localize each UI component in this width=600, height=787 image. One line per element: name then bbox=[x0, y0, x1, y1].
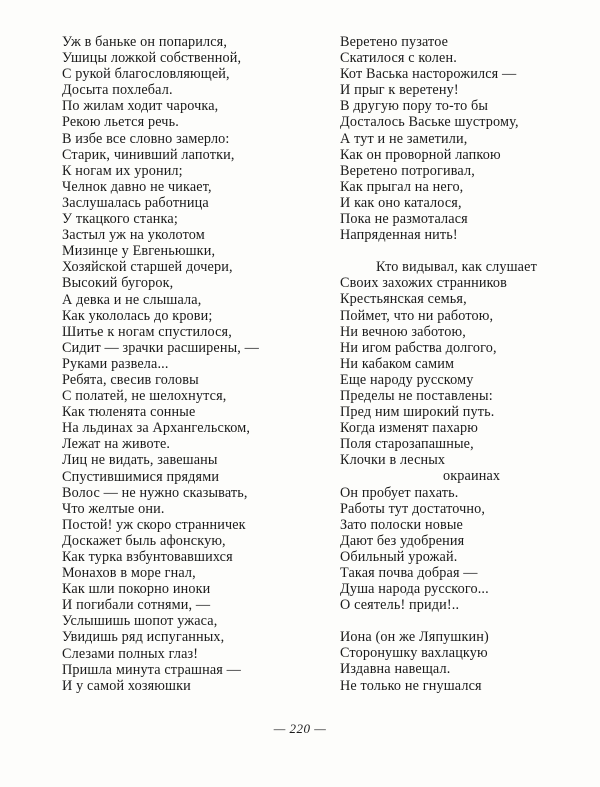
verse-line: Работы тут достаточно, bbox=[340, 500, 486, 517]
verse-line: Пока не размоталася bbox=[340, 211, 468, 228]
verse-line: Он пробует пахать. bbox=[340, 484, 459, 501]
verse-line: Ни кабаком самим bbox=[340, 355, 455, 372]
verse-line: Издавна навещал. bbox=[340, 661, 451, 678]
verse-line: Своих захожих странников bbox=[340, 275, 508, 292]
verse-line: Шитье к ногам спустилося, bbox=[62, 323, 232, 340]
verse-line: И как оно каталося, bbox=[340, 194, 462, 211]
verse-line: Застыл уж на уколотом bbox=[62, 227, 205, 244]
verse-line: В избе все словно замерло: bbox=[62, 130, 230, 147]
verse-line: Спустившимися прядями bbox=[62, 468, 220, 485]
verse-line: Ни игом рабства долгого, bbox=[340, 339, 497, 356]
verse-line: Как укололась до крови; bbox=[62, 307, 213, 324]
verse-line: Уж в баньке он попарился, bbox=[62, 34, 228, 50]
verse-line: Сидит — зрачки расширены, — bbox=[62, 339, 259, 356]
verse-line: Крестьянская семья, bbox=[340, 291, 467, 308]
verse-line: Как турка взбунтовавшихся bbox=[62, 549, 233, 565]
verse-line: Сторонушку вахлацкую bbox=[340, 645, 488, 662]
verse-line: Обильный урожай. bbox=[340, 548, 458, 565]
verse-line: Веретено потрогивал, bbox=[340, 162, 475, 179]
verse-line: С полатей, не шелохнутся, bbox=[62, 388, 227, 405]
verse-line: Досыта похлебал. bbox=[62, 82, 173, 99]
left-column bbox=[62, 34, 292, 694]
verse-line: Заслушалась работница bbox=[62, 194, 209, 211]
verse-line: Скатилося с колен. bbox=[340, 50, 457, 67]
verse-line: Как тюленята сонные bbox=[62, 404, 196, 421]
verse-line: А девка и не слышала, bbox=[62, 291, 202, 308]
verse-line: Поля старозапашные, bbox=[340, 436, 474, 453]
verse-line: В другую пору то-то бы bbox=[340, 98, 489, 115]
verse-line: С рукой благословляющей, bbox=[62, 66, 230, 83]
verse-line: Лиц не видать, завешаны bbox=[62, 452, 218, 469]
verse-line: У ткацкого станка; bbox=[62, 211, 178, 228]
verse-line: Досталось Ваське шустрому, bbox=[340, 114, 519, 131]
verse-line: Услышишь шопот ужаса, bbox=[62, 613, 218, 630]
page-number: — 220 — bbox=[273, 721, 327, 736]
right-column bbox=[340, 34, 570, 694]
verse-line: Рекою льется речь. bbox=[62, 114, 179, 131]
verse-line: Слезами полных глаз! bbox=[62, 645, 199, 662]
verse-line: Монахов в море гнал, bbox=[62, 565, 196, 582]
verse-line: Такая почва добрая — bbox=[340, 565, 478, 581]
verse-line: Пришла минута страшная — bbox=[62, 661, 241, 678]
verse-line: Кто видывал, как слушает bbox=[376, 259, 537, 276]
verse-line: Дают без удобрения bbox=[340, 532, 465, 549]
verse-line: Еще народу русскому bbox=[340, 371, 474, 388]
stanza-break bbox=[340, 243, 570, 259]
verse-line: По жилам ходит чарочка, bbox=[62, 98, 219, 115]
verse-line: Пределы не поставлены: bbox=[340, 387, 493, 404]
verse-line: Не только не гнушался bbox=[340, 677, 482, 694]
verse-line: Кот Васька насторожился — bbox=[340, 66, 517, 83]
verse-line: Хозяйской старшей дочери, bbox=[62, 259, 233, 276]
verse-line: Лежат на животе. bbox=[62, 436, 171, 453]
verse-line: К ногам их уронил; bbox=[62, 162, 183, 179]
verse-line: Когда изменят пахарю bbox=[340, 420, 478, 437]
verse-line: Веретено пузатое bbox=[340, 34, 449, 50]
verse-line: Ребята, свесив головы bbox=[62, 371, 199, 388]
verse-line: Челнок давно не чикает, bbox=[62, 178, 212, 195]
verse-line: Как шли покорно иноки bbox=[62, 581, 211, 598]
verse-line: А тут и не заметили, bbox=[340, 130, 468, 147]
verse-line: Старик, чинивший лапотки, bbox=[62, 146, 235, 163]
verse-line: Иона (он же Ляпушкин) bbox=[340, 629, 489, 646]
verse-line: Пред ним широкий путь. bbox=[340, 404, 495, 421]
verse-line: Постой! уж скоро странничек bbox=[62, 516, 246, 533]
verse-line: Напряденная нить! bbox=[340, 227, 458, 244]
verse-line: Увидишь ряд испуганных, bbox=[62, 629, 225, 646]
verse-line: Ушицы ложкой собственной, bbox=[62, 50, 242, 67]
verse-line: И прыг к веретену! bbox=[340, 82, 459, 99]
verse-line: Зато полоски новые bbox=[340, 516, 463, 533]
verse-line: Высокий бугорок, bbox=[62, 275, 174, 292]
verse-line: Душа народа русского... bbox=[340, 581, 489, 598]
verse-line: Клочки в лесных bbox=[340, 452, 446, 469]
verse-line: Что желтые они. bbox=[62, 500, 165, 517]
verse-line: И погибали сотнями, — bbox=[62, 597, 211, 614]
verse-line: Волос — не нужно сказывать, bbox=[62, 484, 248, 501]
verse-line: Ни вечною заботою, bbox=[340, 323, 466, 340]
verse-line: Поймет, что ни работою, bbox=[340, 307, 494, 324]
verse-line: окраинах bbox=[443, 468, 501, 485]
stanza-break bbox=[340, 613, 570, 629]
verse-line: Как прыгал на него, bbox=[340, 178, 464, 195]
verse-line: Мизинце у Евгеньюшки, bbox=[62, 243, 216, 260]
verse-line: На льдинах за Архангельском, bbox=[62, 420, 251, 437]
verse-line: Доскажет быль афонскую, bbox=[62, 532, 226, 549]
verse-line: Как он проворной лапкою bbox=[340, 146, 501, 163]
verse-line: О сеятель! приди!.. bbox=[340, 597, 460, 614]
verse-line: Руками развела... bbox=[62, 355, 169, 372]
verse-line: И у самой хозяюшки bbox=[62, 677, 191, 694]
